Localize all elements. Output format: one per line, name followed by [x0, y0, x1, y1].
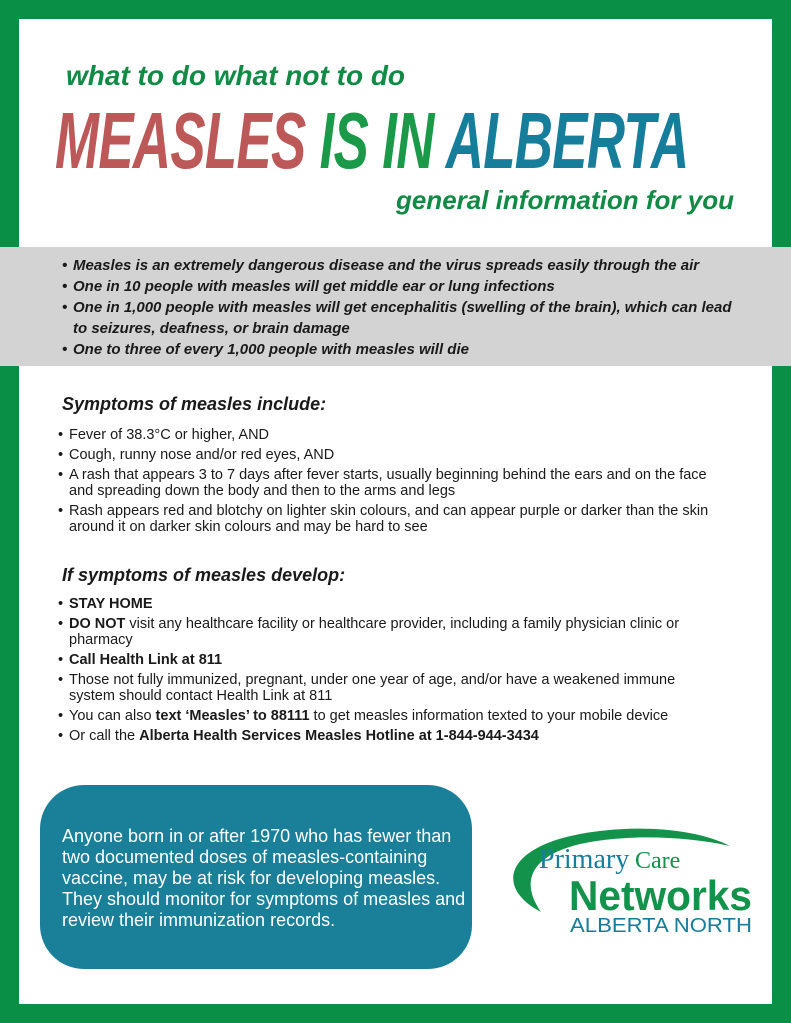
- stay-home-text: STAY HOME: [69, 596, 153, 612]
- develop-heading: If symptoms of measles develop:: [62, 565, 346, 585]
- primary-care-networks-logo: [495, 818, 765, 943]
- immunization-callout: [40, 785, 472, 969]
- text-prefix: You can also: [69, 708, 156, 724]
- fact-item: • One in 10 people with measles will get middle ear or lung infections: [62, 276, 742, 297]
- call-health-link-text: Call Health Link at 811: [69, 652, 223, 668]
- fact-item: • One in 1,000 people with measles will get encephalitis (swelling of the brain), which can lead to seizures, deafness, or brain damage: [62, 297, 742, 339]
- symptom-item: • Fever of 38.3°C or higher, AND: [58, 427, 723, 443]
- logo-care: Care: [635, 848, 681, 874]
- logo-networks: Networks: [569, 872, 752, 919]
- develop-item: [58, 652, 723, 668]
- text-suffix: to get measles information texted to your mobile device: [309, 708, 669, 724]
- hotline-prefix: Or call the: [69, 728, 140, 744]
- headline-is-in: IS IN: [319, 96, 434, 185]
- develop-item: • Those not fully immunized, pregnant, under one year of age, and/or have a weakened immune system should contact Health Link at 811: [58, 672, 723, 704]
- callout-text: Anyone born in or after 1970 who has fewer than two documented doses of measles-containing vaccine, may be at risk for developing measles. They should monitor for symptoms of measles and review their immunization records.: [62, 826, 466, 930]
- develop-item: [58, 596, 723, 612]
- subheading: general information for you: [395, 185, 734, 215]
- fact-item: • Measles is an extremely dangerous disease and the virus spreads easily through the air: [62, 255, 742, 276]
- develop-item: [58, 728, 723, 744]
- facts-list: [62, 255, 742, 360]
- do-not-text: DO NOT: [69, 616, 126, 632]
- headline-alberta: ALBERTA: [445, 96, 689, 185]
- develop-item: [58, 616, 723, 648]
- symptoms-list: [58, 427, 723, 539]
- kicker-text: what to do what not to do: [66, 60, 406, 91]
- logo-region: ALBERTA NORTH: [570, 915, 752, 937]
- do-not-detail: visit any healthcare facility or healthcare provider, including a family physician clinic or pharmacy: [69, 616, 680, 648]
- symptom-item: • A rash that appears 3 to 7 days after fever starts, usually beginning behind the ears and on the face and spreading down the body and then to the arms and legs: [58, 467, 723, 499]
- headline-measles: MEASLES: [55, 96, 306, 185]
- symptom-item: • Rash appears red and blotchy on lighter skin colours, and can appear purple or darker than the skin around it on darker skin colours and may be hard to see: [58, 503, 723, 535]
- logo-primary: Primary: [539, 844, 630, 875]
- facts-band: [0, 247, 791, 366]
- text-measles-number: text ‘Measles’ to 88111: [155, 708, 310, 724]
- develop-list: [58, 596, 723, 748]
- symptom-item: • Cough, runny nose and/or red eyes, AND: [58, 447, 723, 463]
- hotline-number: Alberta Health Services Measles Hotline at 1-844-944-3434: [139, 728, 539, 744]
- fact-item: • One to three of every 1,000 people with measles will die: [62, 339, 742, 360]
- develop-item: [58, 708, 723, 724]
- main-headline: [55, 96, 688, 186]
- symptoms-heading: Symptoms of measles include:: [62, 394, 327, 414]
